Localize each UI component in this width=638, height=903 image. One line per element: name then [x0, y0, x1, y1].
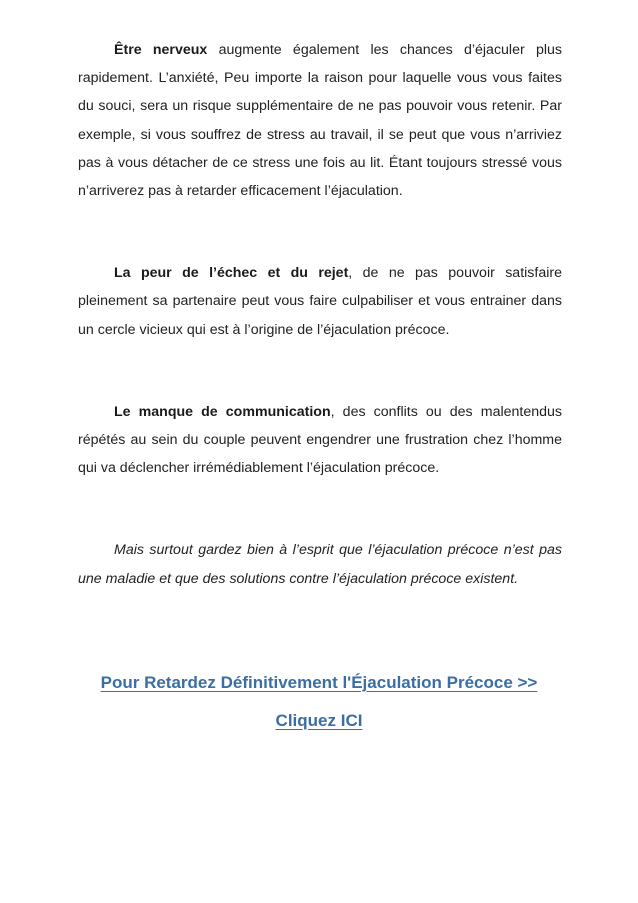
paragraph-fear-of-failure: [78, 259, 562, 344]
paragraph-text-fear-of-failure: , de ne pas pouvoir satisfaire pleinement sa partenaire peut vous faire culpabiliser et vous entrainer dans un cercle vicieux qui est à l’origine de l’éjaculation précoce.: [78, 265, 562, 338]
paragraph-nervousness: [78, 36, 562, 205]
paragraph-conclusion: Mais surtout gardez bien à l’esprit que l’éjaculation précoce n’est pas une maladie et que des solutions contre l’éjaculation précoce existent.: [78, 542, 562, 587]
cta-link-headline[interactable]: Pour Retardez Définitivement l'Éjaculation Précoce >>: [100, 673, 538, 692]
paragraph-text-nervousness: augmente également les chances d’éjaculer plus rapidement. L’anxiété, Peu importe la raison pour laquelle vous vous faites du souci, sera un risque supplémentaire de ne pas pouvoir vous retenir. Par exemple, si vous souffrez de stress au travail, il se peut que vous n’arriviez pas à vous détacher de ce stress une fois au lit. Étant toujours stressé vous n’arriverez pas à retarder efficacement l’éjaculation.: [78, 42, 562, 200]
document-body: [78, 36, 562, 593]
paragraph-heading-communication: Le manque de communication: [114, 403, 331, 420]
paragraph-communication: [78, 398, 562, 483]
cta-link-click-here[interactable]: Cliquez ICI: [275, 711, 363, 730]
paragraph-heading-nervousness: Être nerveux: [114, 42, 208, 58]
call-to-action: [70, 664, 568, 740]
paragraph-text-communication: , des conflits ou des malentendus répétés au sein du couple peuvent engendrer une frustration chez l’homme qui va déclencher irrémédiablement l’éjaculation précoce.: [78, 403, 562, 477]
paragraph-heading-fear-of-failure: La peur de l’échec et du rejet: [114, 265, 349, 282]
